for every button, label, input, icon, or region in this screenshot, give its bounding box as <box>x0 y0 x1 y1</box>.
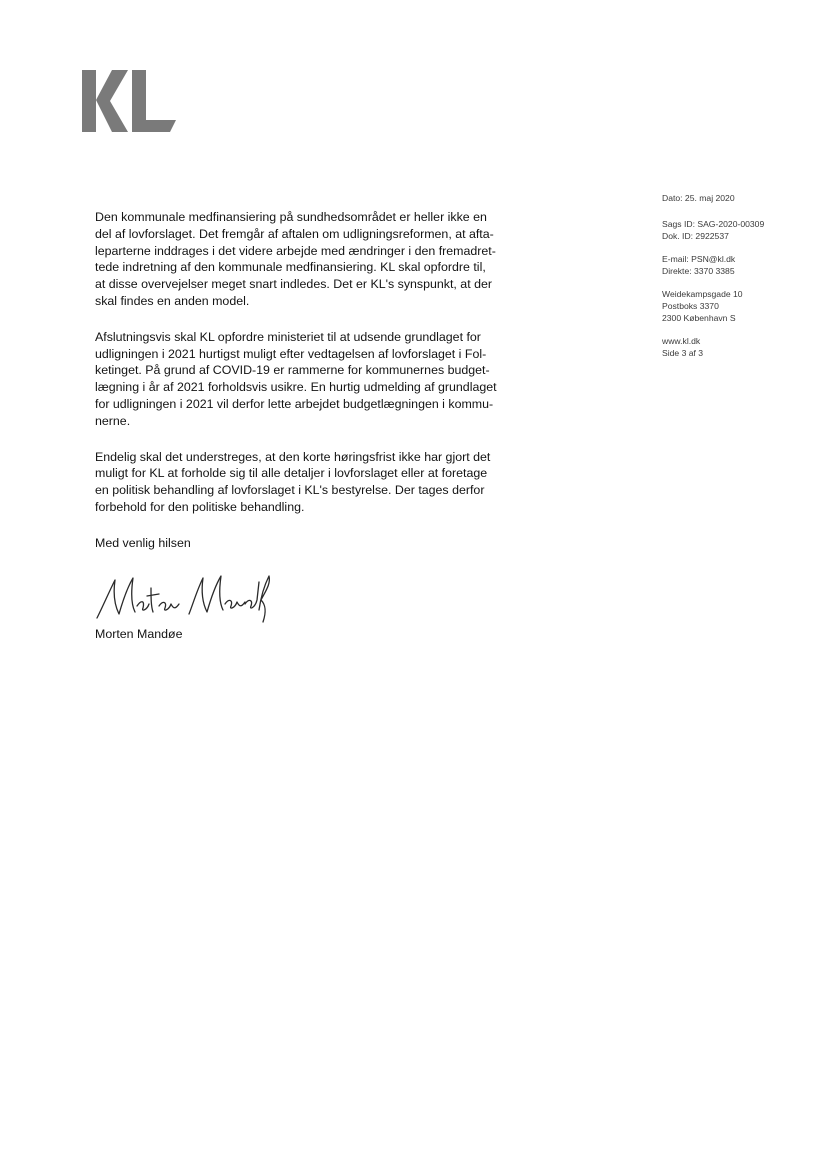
paragraph-afslutningsvis <box>95 329 555 430</box>
document-id: Dok. ID: 2922537 <box>662 231 729 241</box>
letter-body <box>95 209 555 552</box>
text-line: muligt for KL at forholde sig til alle detaljer i lovforslaget eller at foretage <box>95 466 488 481</box>
letter-metadata <box>662 192 812 370</box>
text-line: del af lovforslaget. Det fremgår af aftalen om udligningsreformen, at afta- <box>95 226 494 241</box>
text-line: skal findes en anden model. <box>95 293 250 308</box>
text-line: udligningen i 2021 hurtigst muligt efter vedtagelsen af lovforslaget i Fol- <box>95 346 487 361</box>
text-line: Afslutningsvis skal KL opfordre ministeriet til at udsende grundlaget for <box>95 329 481 344</box>
text-line: ketinget. På grund af COVID-19 er rammerne for kommunernes budget- <box>95 363 490 378</box>
text-line: en politisk behandling af lovforslaget i KL's bestyrelse. Der tages derfor <box>95 483 485 498</box>
handwritten-signature <box>93 570 273 626</box>
website: www.kl.dk <box>662 336 701 346</box>
text-line: nerne. <box>95 413 131 428</box>
paragraph-medfinansiering <box>95 209 555 310</box>
text-line: Endelig skal det understreges, at den korte høringsfrist ikke har gjort det <box>95 449 491 464</box>
text-line: for udligningen i 2021 vil derfor lette arbejdet budgetlægningen i kommu- <box>95 396 494 411</box>
text-line: tede indretning af den kommunale medfinansiering. KL skal opfordre til, <box>95 260 486 275</box>
paragraph-endelig <box>95 449 555 516</box>
text-line: Den kommunale medfinansiering på sundhedsområdet er heller ikke en <box>95 210 487 224</box>
email-line: E-mail: PSN@kl.dk <box>662 254 736 264</box>
page-number: Side 3 af 3 <box>662 348 704 358</box>
direct-phone: Direkte: 3370 3385 <box>662 266 735 276</box>
date-line: Dato: 25. maj 2020 <box>662 193 735 203</box>
case-id: Sags ID: SAG-2020-00309 <box>662 219 765 229</box>
address-postbox: Postboks 3370 <box>662 301 719 311</box>
kl-logo <box>82 70 178 132</box>
closing-greeting: Med venlig hilsen <box>95 535 191 550</box>
address-city: 2300 København S <box>662 313 736 323</box>
address-street: Weidekampsgade 10 <box>662 289 743 299</box>
signer-name: Morten Mandøe <box>95 627 183 641</box>
text-line: at disse overvejelser meget snart indledes. Det er KL's synspunkt, at der <box>95 277 492 292</box>
text-line: lægning i år af 2021 forholdsvis usikre. En hurtig udmelding af grundlaget <box>95 380 497 395</box>
text-line: forbehold for den politiske behandling. <box>95 499 305 514</box>
text-line: leparterne inddrages i det videre arbejde med ændringer i den fremadret- <box>95 243 496 258</box>
